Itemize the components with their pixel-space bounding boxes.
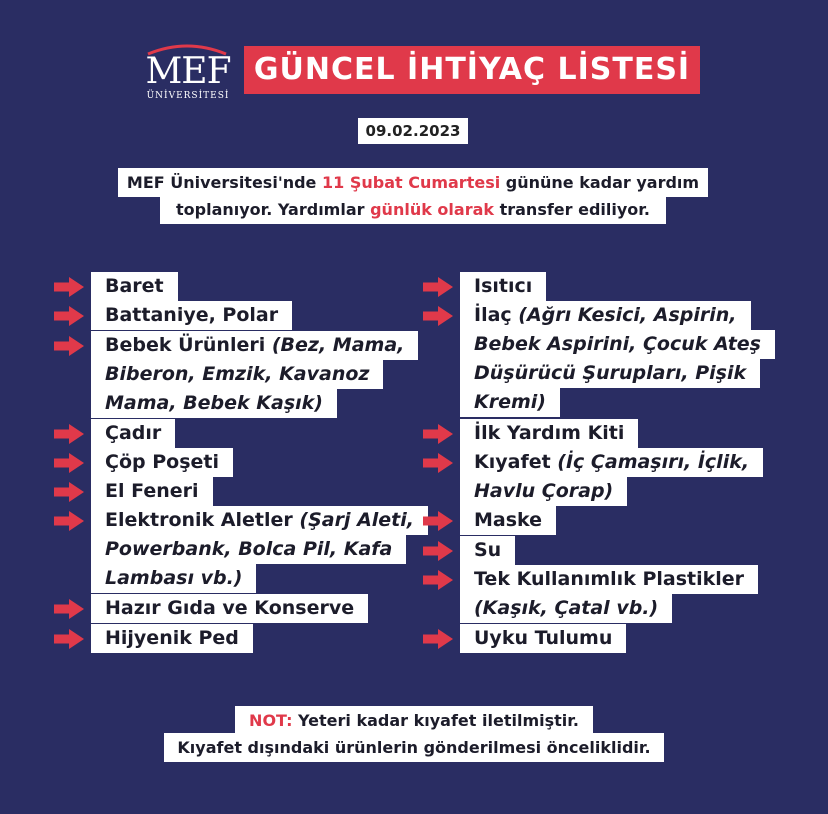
list-item-line <box>460 388 560 417</box>
list-item-line <box>460 272 546 301</box>
item-detail: (İç Çamaşırı, İçlik, <box>557 450 750 473</box>
item-name: Çadır <box>105 421 162 444</box>
intro-text: gününe kadar yardım <box>500 173 700 192</box>
date-badge: 09.02.2023 <box>358 118 468 144</box>
arrow-right-icon <box>52 305 86 327</box>
item-detail: (Kaşık, Çatal vb.) <box>474 597 659 619</box>
list-item-line <box>460 419 638 448</box>
arrow-right-icon <box>421 276 455 298</box>
arrow-right-icon <box>421 540 455 562</box>
arrow-right-icon <box>421 423 455 445</box>
item-detail: Lambası vb.) <box>105 567 243 590</box>
item-detail: Kremi) <box>474 391 546 414</box>
list-item-line <box>91 301 292 330</box>
logo-subtext: ÜNİVERSİTESİ <box>146 91 230 101</box>
arrow-right-icon <box>52 510 86 532</box>
list-item-line <box>91 331 418 360</box>
item-detail: (Bez, Mama, <box>271 333 405 356</box>
list-item-line <box>91 506 428 535</box>
item-name: Elektronik Aletler <box>105 509 300 532</box>
item-name: Bebek Ürünleri <box>105 333 272 356</box>
item-name: İlaç <box>474 304 519 327</box>
list-item-line <box>91 535 406 564</box>
item-detail: Havlu Çorap) <box>474 479 614 502</box>
note-line-1 <box>235 706 593 735</box>
arrow-right-icon <box>52 598 86 620</box>
arrow-right-icon <box>421 305 455 327</box>
item-name: İlk Yardım Kiti <box>474 421 625 444</box>
list-item-line <box>91 419 175 448</box>
logo-text: MEF <box>145 51 231 92</box>
note-line-2: Kıyafet dışındaki ürünlerin gönderilmesi önceliklidir. <box>164 733 664 762</box>
arrow-right-icon <box>421 628 455 650</box>
list-item-line <box>460 477 627 506</box>
item-detail: Biberon, Emzik, Kavanoz <box>105 362 370 385</box>
item-name: Tek Kullanımlık Plastikler <box>474 568 745 590</box>
arrow-right-icon <box>421 510 455 532</box>
list-item-line <box>91 624 253 653</box>
intro-deadline: 11 Şubat Cumartesi <box>321 173 501 192</box>
item-detail: Mama, Bebek Kaşık) <box>105 391 323 414</box>
item-detail: (Ağrı Kesici, Aspirin, <box>518 304 737 327</box>
intro-line-2 <box>160 195 666 224</box>
mef-logo <box>140 42 236 104</box>
intro-text: transfer ediliyor. <box>494 200 650 219</box>
arrow-right-icon <box>52 335 86 357</box>
list-item-line <box>460 330 775 359</box>
list-item-line <box>91 272 178 301</box>
item-name: Isıtıcı <box>474 275 533 297</box>
list-item-line <box>91 477 213 506</box>
list-item-line <box>91 389 337 418</box>
item-name: El Feneri <box>105 480 199 503</box>
list-item-line <box>460 359 760 388</box>
list-item-line <box>460 448 763 477</box>
arrow-right-icon <box>421 569 455 591</box>
list-item-line <box>91 564 256 593</box>
list-item-line <box>460 565 758 594</box>
note-text: Yeteri kadar kıyafet iletilmiştir. <box>292 711 579 730</box>
item-name: Hijyenik Ped <box>105 626 239 649</box>
page-title: GÜNCEL İHTİYAÇ LİSTESİ <box>244 46 700 94</box>
intro-text: MEF Üniversitesi'nde <box>126 173 322 192</box>
intro-line-1 <box>118 168 708 197</box>
item-name: Hazır Gıda ve Konserve <box>105 597 355 620</box>
item-name: Su <box>474 538 502 561</box>
arrow-right-icon <box>52 423 86 445</box>
item-name: Baret <box>105 275 164 297</box>
list-item-line <box>91 448 233 477</box>
item-name: Çöp Poşeti <box>105 450 219 473</box>
list-item-line <box>460 506 556 535</box>
arrow-right-icon <box>52 276 86 298</box>
item-name: Maske <box>474 509 543 532</box>
list-item-line <box>460 536 515 565</box>
arrow-right-icon <box>52 481 86 503</box>
item-detail: Bebek Aspirini, Çocuk Ateş <box>474 333 761 356</box>
item-detail: (Şarj Aleti, <box>299 509 414 532</box>
list-item-line <box>460 594 672 623</box>
arrow-right-icon <box>52 628 86 650</box>
list-item-line <box>460 301 751 330</box>
item-detail: Düşürücü Şurupları, Pişik <box>474 362 747 385</box>
arrow-right-icon <box>52 452 86 474</box>
item-name: Kıyafet <box>474 450 558 473</box>
list-item-line <box>460 624 626 653</box>
item-detail: Powerbank, Bolca Pil, Kafa <box>105 538 393 561</box>
intro-text: toplanıyor. Yardımlar <box>176 200 371 219</box>
item-name: Battaniye, Polar <box>105 304 279 327</box>
list-item-line <box>91 360 383 389</box>
note-label: NOT: <box>249 711 293 730</box>
list-item-line <box>91 594 368 623</box>
arrow-right-icon <box>421 452 455 474</box>
intro-frequency: günlük olarak <box>370 200 495 219</box>
item-name: Uyku Tulumu <box>474 626 613 649</box>
